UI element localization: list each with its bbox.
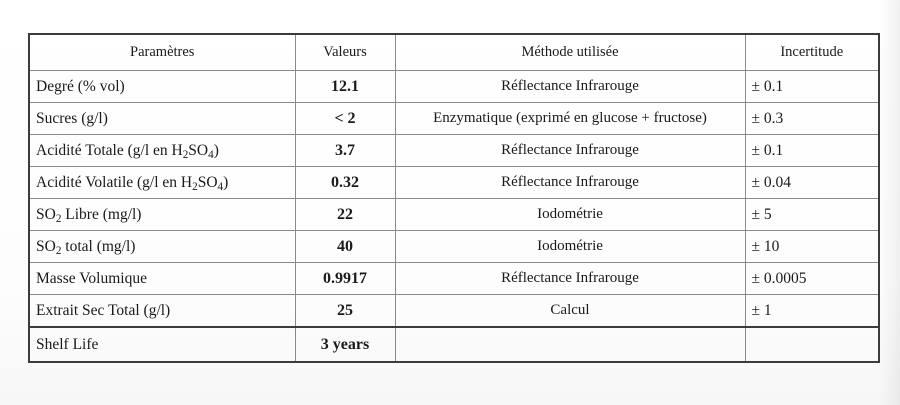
param-text: Masse Volumique	[36, 270, 147, 287]
cell-valeur: 3.7	[295, 135, 395, 167]
cell-parametre	[29, 167, 295, 199]
cell-valeur: 0.9917	[295, 263, 395, 295]
subscript: 2	[192, 181, 198, 194]
cell-parametre	[29, 199, 295, 231]
header-valeurs: Valeurs	[295, 34, 395, 71]
param-text: total (mg/l)	[61, 238, 136, 255]
param-text: Sucres (g/l)	[36, 110, 108, 127]
cell-methode: Réflectance Infrarouge	[395, 71, 745, 103]
subscript: 2	[55, 245, 62, 258]
header-row	[29, 34, 879, 71]
wine-analysis-table	[28, 33, 880, 363]
table-header	[29, 34, 879, 71]
table-row	[29, 199, 879, 231]
cell-methode: Réflectance Infrarouge	[395, 167, 745, 199]
cell-valeur: 12.1	[295, 71, 395, 103]
table-row	[29, 263, 879, 295]
table-row	[29, 71, 879, 103]
header-incertitude: Incertitude	[745, 34, 879, 71]
table-row	[29, 231, 879, 263]
cell-incertitude: ± 0.04	[745, 167, 879, 199]
param-text: Shelf Life	[36, 336, 99, 353]
cell-incertitude: ± 0.1	[745, 135, 879, 167]
page-edge-shadow	[878, 0, 900, 405]
param-text: )	[213, 142, 219, 159]
cell-incertitude	[745, 327, 879, 362]
cell-methode	[395, 327, 745, 362]
cell-methode: Réflectance Infrarouge	[395, 135, 745, 167]
cell-methode: Iodométrie	[395, 231, 745, 263]
param-text: Acidité Volatile (g/l en H	[36, 174, 193, 191]
cell-incertitude: ± 5	[745, 199, 879, 231]
cell-methode: Enzymatique (exprimé en glucose + fructose)	[395, 103, 745, 135]
cell-incertitude: ± 10	[745, 231, 879, 263]
param-text: SO	[36, 206, 56, 223]
table-row	[29, 135, 879, 167]
table-row	[29, 327, 879, 362]
param-text: Libre (mg/l)	[61, 206, 142, 223]
cell-valeur: 25	[295, 295, 395, 328]
subscript: 4	[208, 149, 214, 162]
cell-methode: Calcul	[395, 295, 745, 328]
cell-parametre	[29, 71, 295, 103]
cell-incertitude: ± 1	[745, 295, 879, 328]
param-text: SO	[197, 174, 218, 191]
cell-parametre	[29, 263, 295, 295]
cell-incertitude: ± 0.3	[745, 103, 879, 135]
cell-valeur: 0.32	[295, 167, 395, 199]
header-parametres: Paramètres	[29, 34, 295, 71]
param-text: SO	[188, 142, 209, 159]
cell-incertitude: ± 0.1	[745, 71, 879, 103]
cell-incertitude: ± 0.0005	[745, 263, 879, 295]
cell-parametre	[29, 327, 295, 362]
param-text: Degré (% vol)	[36, 78, 125, 95]
param-text: )	[223, 174, 229, 191]
cell-methode: Réflectance Infrarouge	[395, 263, 745, 295]
cell-valeur: 40	[295, 231, 395, 263]
table-row	[29, 167, 879, 199]
subscript: 2	[55, 213, 62, 226]
table-row	[29, 295, 879, 328]
cell-methode: Iodométrie	[395, 199, 745, 231]
table-row	[29, 103, 879, 135]
subscript: 4	[217, 181, 224, 194]
table-body	[29, 71, 879, 363]
subscript: 2	[182, 149, 189, 162]
cell-parametre	[29, 295, 295, 328]
cell-parametre	[29, 103, 295, 135]
header-methode: Méthode utilisée	[395, 34, 745, 71]
param-text: Extrait Sec Total (g/l)	[36, 302, 171, 319]
cell-parametre	[29, 231, 295, 263]
cell-valeur: < 2	[295, 103, 395, 135]
cell-valeur: 3 years	[295, 327, 395, 362]
param-text: Acidité Totale (g/l en H	[36, 142, 183, 159]
cell-valeur: 22	[295, 199, 395, 231]
cell-parametre	[29, 135, 295, 167]
param-text: SO	[36, 238, 56, 255]
